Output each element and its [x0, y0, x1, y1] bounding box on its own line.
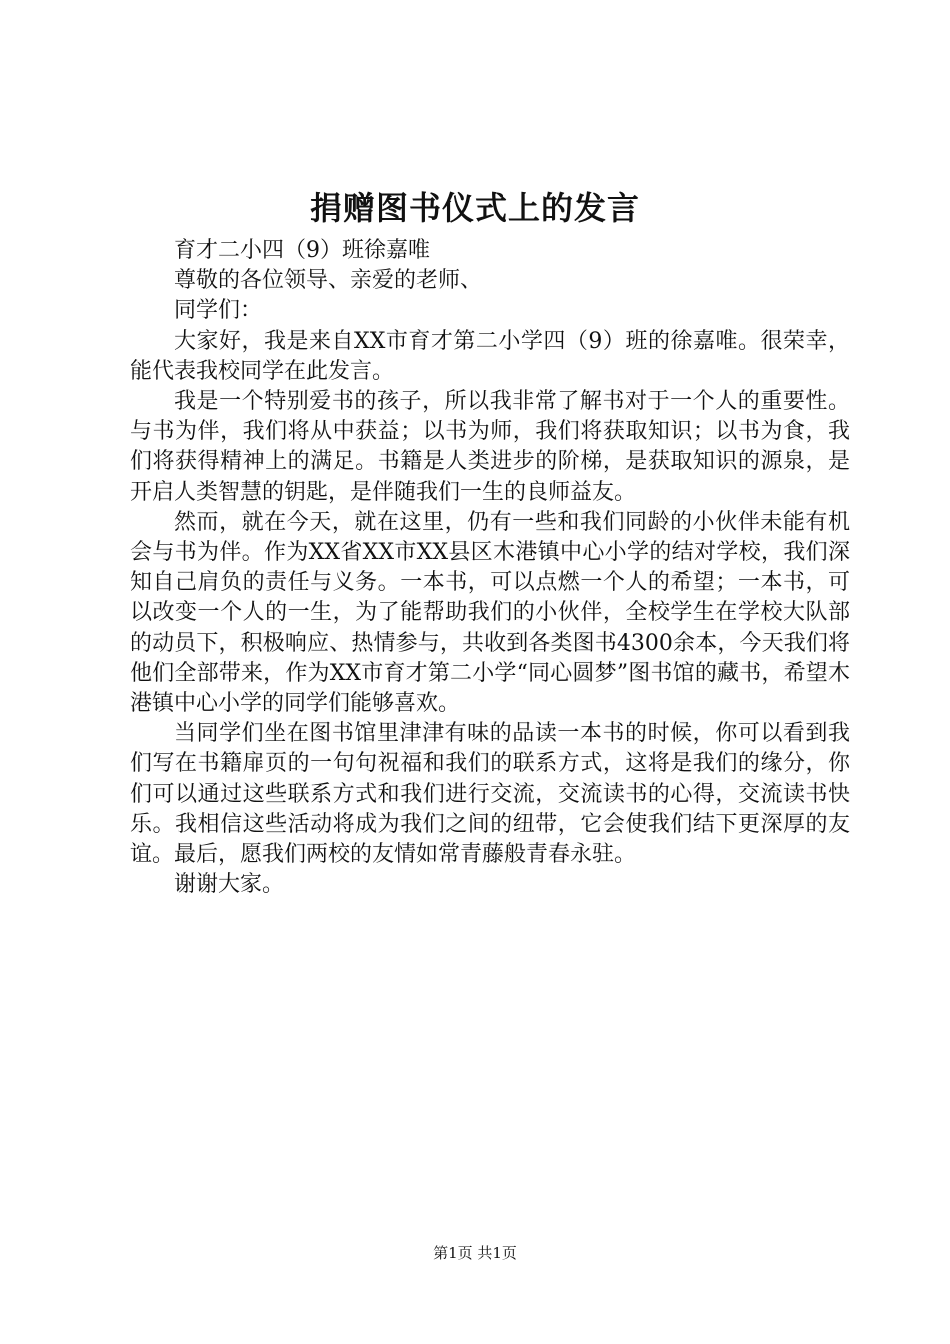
paragraph-donation: 然而，就在今天，就在这里，仍有一些和我们同龄的小伙伴未能有机会与书为伴。作为XX省XX市XX县区木港镇中心小学的结对学校，我们深知自己肩负的责任与义务。一本书，可以点燃一个人的希望；一本书，可以改变一个人的一生，为了能帮助我们的小伙伴，全校学生在学校大队部的动员下，积极响应、热情参与，共收到各类图书4300余本，今天我们将他们全部带来，作为XX市育才第二小学“同心圆梦”图书馆的藏书，希望木港镇中心小学的同学们能够喜欢。 — [130, 509, 850, 717]
salutation-line-1: 尊敬的各位领导、亲爱的老师、 — [174, 268, 483, 294]
paragraph-greeting: 大家好，我是来自XX市育才第二小学四（9）班的徐嘉唯。很荣幸，能代表我校同学在此发言。 — [130, 328, 850, 384]
salutation-line-2: 同学们： — [174, 298, 263, 324]
paragraph-love-books: 我是一个特别爱书的孩子，所以我非常了解书对于一个人的重要性。与书为伴，我们将从中获益；以书为师，我们将获取知识；以书为食，我们将获得精神上的满足。书籍是人类进步的阶梯，是获取知识的源泉，是开启人类智慧的钥匙，是伴随我们一生的良师益友。 — [130, 389, 850, 505]
document-body — [130, 236, 850, 900]
paragraph-friendship: 当同学们坐在图书馆里津津有味的品读一本书的时候，你可以看到我们写在书籍扉页的一句句祝福和我们的联系方式，这将是我们的缘分，你们可以通过这些联系方式和我们进行交流，交流读书的心得，交流读书快乐。我相信这些活动将成为我们之间的纽带，它会使我们结下更深厚的友谊。最后，愿我们两校的友情如常青藤般青春永驻。 — [130, 721, 850, 868]
document-title: 捐赠图书仪式上的发言 — [309, 189, 640, 227]
author-line: 育才二小四（9）班徐嘉唯 — [174, 238, 430, 263]
closing-line: 谢谢大家。 — [174, 872, 285, 898]
page-number-footer: 第1页 共1页 — [433, 1244, 517, 1262]
